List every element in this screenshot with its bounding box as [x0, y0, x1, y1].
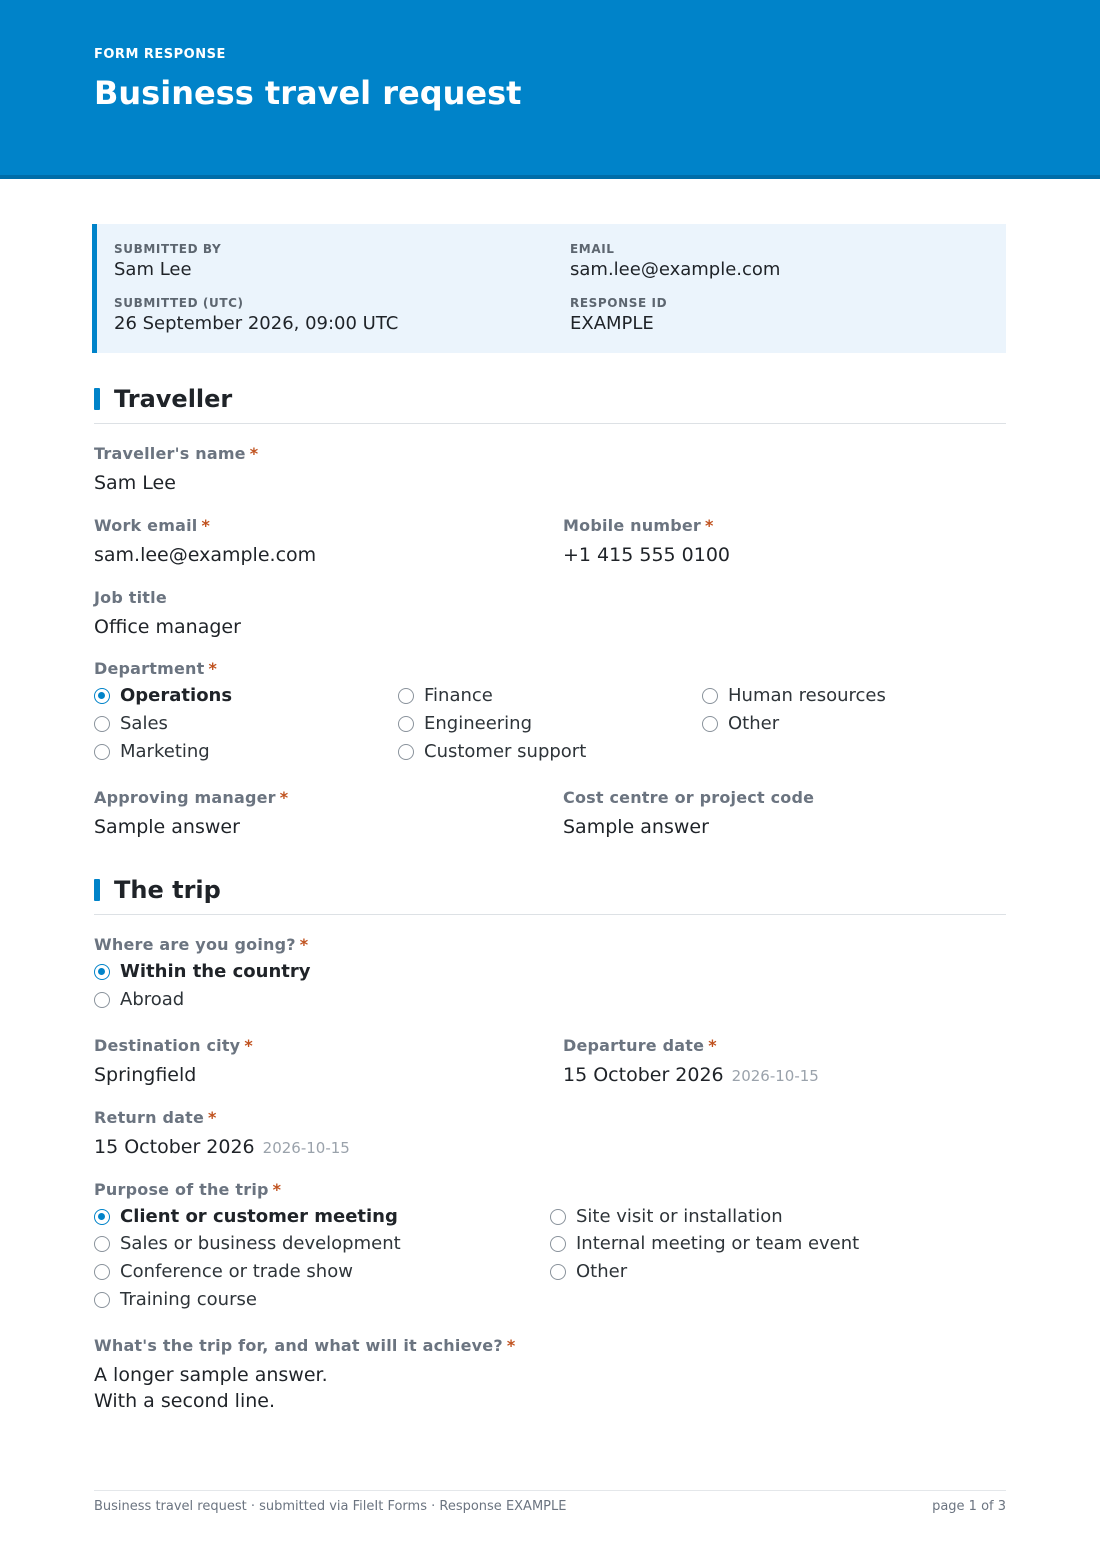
field-label: Job title: [94, 588, 167, 607]
required-marker: *: [506, 1336, 516, 1355]
section-accent-bar: [94, 388, 100, 410]
response-id-value: EXAMPLE: [570, 313, 654, 334]
purpose-option-conference-or-trade-show[interactable]: [94, 1260, 353, 1284]
submitted-utc-value: 26 September 2026, 09:00 UTC: [114, 313, 399, 334]
field-mobile-number: [563, 516, 730, 567]
field-label: Departure date *: [563, 1036, 717, 1055]
field-label: Where are you going? *: [94, 935, 309, 954]
required-marker: *: [708, 1036, 717, 1055]
department-option-engineering[interactable]: [398, 712, 532, 736]
department-option-sales[interactable]: [94, 712, 168, 736]
department-option-operations[interactable]: [94, 684, 232, 708]
submitted-by-value: Sam Lee: [114, 259, 192, 280]
option-label: Other: [576, 1261, 628, 1282]
purpose-option-client-or-customer-meeting[interactable]: [94, 1205, 398, 1229]
field-where-going: [94, 935, 308, 955]
required-marker: *: [705, 516, 714, 535]
radio-empty-icon[interactable]: [550, 1236, 566, 1252]
field-label: Traveller's name *: [94, 444, 259, 463]
submission-meta: [92, 224, 1006, 353]
field-return-date: [94, 1108, 350, 1160]
page-title: Business travel request: [94, 74, 522, 112]
field-value: +1 415 555 0100: [563, 544, 731, 566]
field-value: 15 October 2026 2026-10-15: [563, 1064, 819, 1086]
radio-empty-icon[interactable]: [398, 744, 414, 760]
option-label: Finance: [424, 685, 493, 706]
field-label: Approving manager *: [94, 788, 289, 807]
field-value: sam.lee@example.com: [94, 544, 317, 566]
field-job-title: [94, 588, 241, 639]
footer-info: Business travel request · submitted via FileIt Forms · Response EXAMPLE: [94, 1499, 567, 1514]
option-label: Abroad: [120, 989, 185, 1010]
field-value: 15 October 2026 2026-10-15: [94, 1136, 350, 1158]
submitted-utc: [114, 296, 398, 335]
field-value: Springfield: [94, 1064, 197, 1086]
submitted-by: [114, 242, 221, 281]
field-label: Mobile number *: [563, 516, 714, 535]
form-kicker: FORM RESPONSE: [94, 47, 226, 62]
required-marker: *: [201, 516, 211, 535]
option-label: Customer support: [424, 741, 587, 762]
radio-selected-icon[interactable]: [94, 688, 110, 704]
field-value: Sample answer: [563, 816, 709, 838]
radio-empty-icon[interactable]: [94, 716, 110, 732]
section-title: The trip: [114, 876, 221, 904]
field-departure-date: [563, 1036, 819, 1088]
field-label: Department *: [94, 659, 218, 678]
option-label: Other: [728, 713, 780, 734]
answer-line: A longer sample answer.: [94, 1364, 328, 1386]
department-option-finance[interactable]: [398, 684, 493, 708]
radio-empty-icon[interactable]: [94, 1264, 110, 1280]
radio-selected-icon[interactable]: [94, 1209, 110, 1225]
response-id: [570, 296, 667, 335]
field-value: Office manager: [94, 616, 241, 638]
purpose-option-internal-meeting-or-team-event[interactable]: [550, 1232, 859, 1256]
required-marker: *: [249, 444, 259, 463]
field-label: Destination city *: [94, 1036, 253, 1055]
option-label: Sales: [120, 713, 168, 734]
where-option-abroad[interactable]: [94, 988, 184, 1012]
required-marker: *: [272, 1180, 282, 1199]
radio-empty-icon[interactable]: [94, 992, 110, 1008]
option-label: Client or customer meeting: [120, 1206, 398, 1227]
field-department: [94, 659, 217, 679]
iso-date: 2026-10-15: [262, 1139, 350, 1157]
purpose-option-site-visit-or-installation[interactable]: [550, 1205, 783, 1229]
answer-line: With a second line.: [94, 1390, 275, 1412]
radio-empty-icon[interactable]: [702, 688, 718, 704]
purpose-option-training-course[interactable]: [94, 1288, 257, 1312]
radio-empty-icon[interactable]: [702, 716, 718, 732]
page-number: page 1 of 3: [932, 1499, 1006, 1514]
option-label: Human resources: [728, 685, 886, 706]
option-label: Sales or business development: [120, 1233, 401, 1254]
option-label: Site visit or installation: [576, 1206, 783, 1227]
option-label: Engineering: [424, 713, 532, 734]
field-trip-achieve: [94, 1336, 515, 1414]
iso-date: 2026-10-15: [731, 1067, 819, 1085]
radio-empty-icon[interactable]: [398, 688, 414, 704]
radio-empty-icon[interactable]: [94, 744, 110, 760]
email-meta-label: EMAIL: [570, 242, 615, 256]
department-option-other[interactable]: [702, 712, 779, 736]
section-accent-bar: [94, 879, 100, 901]
option-label: Within the country: [120, 961, 311, 982]
radio-empty-icon[interactable]: [550, 1209, 566, 1225]
field-traveller-name: [94, 444, 258, 495]
field-label: Return date *: [94, 1108, 217, 1127]
field-cost-centre: [563, 788, 814, 839]
required-marker: *: [208, 659, 218, 678]
field-label: Cost centre or project code: [563, 788, 815, 807]
radio-empty-icon[interactable]: [398, 716, 414, 732]
field-label: What's the trip for, and what will it achieve? *: [94, 1336, 516, 1355]
purpose-option-sales-or-business-development[interactable]: [94, 1232, 401, 1256]
response-id-label: RESPONSE ID: [570, 296, 668, 310]
field-label: Purpose of the trip *: [94, 1180, 282, 1199]
field-approving-manager: [94, 788, 288, 839]
option-label: Operations: [120, 685, 233, 706]
section-title: Traveller: [114, 385, 233, 413]
page-footer: [94, 1490, 1006, 1514]
required-marker: *: [279, 788, 289, 807]
field-label: Work email *: [94, 516, 211, 535]
purpose-option-other[interactable]: [550, 1260, 627, 1284]
section-the-trip: [94, 875, 1006, 915]
required-marker: *: [299, 935, 309, 954]
required-marker: *: [208, 1108, 217, 1127]
department-option-human-resources[interactable]: [702, 684, 886, 708]
option-label: Internal meeting or team event: [576, 1233, 860, 1254]
option-label: Marketing: [120, 741, 210, 762]
where-option-within-the-country[interactable]: [94, 960, 310, 984]
field-purpose: [94, 1180, 281, 1200]
option-label: Training course: [120, 1289, 257, 1310]
option-label: Conference or trade show: [120, 1261, 353, 1282]
radio-empty-icon[interactable]: [94, 1292, 110, 1308]
page-header: [0, 0, 1100, 179]
field-value-multiline: [94, 1362, 515, 1414]
email-meta-value: sam.lee@example.com: [570, 259, 781, 280]
department-option-marketing[interactable]: [94, 740, 210, 764]
radio-empty-icon[interactable]: [94, 1236, 110, 1252]
field-destination-city: [94, 1036, 253, 1087]
radio-empty-icon[interactable]: [550, 1264, 566, 1280]
department-option-customer-support[interactable]: [398, 740, 586, 764]
submitted-by-label: SUBMITTED BY: [114, 242, 222, 256]
section-traveller: [94, 384, 1006, 424]
email-meta: [570, 242, 780, 281]
radio-selected-icon[interactable]: [94, 964, 110, 980]
field-value: Sample answer: [94, 816, 240, 838]
submitted-utc-label: SUBMITTED (UTC): [114, 296, 244, 310]
field-value: Sam Lee: [94, 472, 176, 494]
required-marker: *: [244, 1036, 253, 1055]
field-work-email: [94, 516, 316, 567]
